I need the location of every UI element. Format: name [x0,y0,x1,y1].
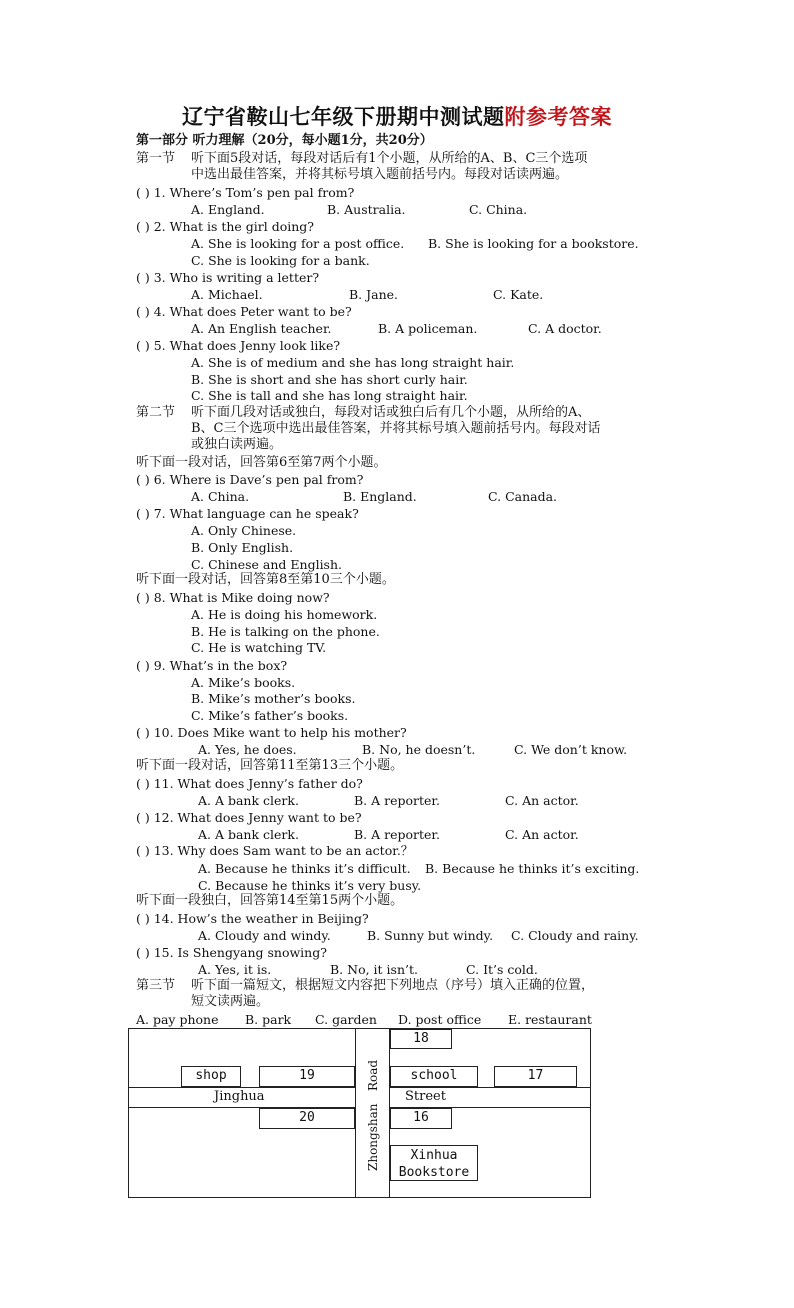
q5-option-c: C. She is tall and she has long straight hair. [191,388,468,403]
q8-option-b: B. He is talking on the phone. [191,624,380,639]
instruction-14-15: 听下面一段独白，回答第14至第15两个小题。 [136,893,404,908]
q14-stem: ( ) 14. How’s the weather in Beijing? [136,911,369,926]
q5-stem: ( ) 5. What does Jenny look like? [136,338,341,353]
title-suffix: 附参考答案 [504,104,612,129]
q8-option-c: C. He is watching TV. [191,640,327,655]
sec3-line1: 听下面一篇短文，根据短文内容把下列地点（序号）填入正确的位置， [191,978,595,993]
street-label-jinghua: Jinghua [214,1089,265,1104]
q11-option-b: B. A reporter. [354,793,441,808]
q7-option-a: A. Only Chinese. [191,523,297,538]
q12-option-b: B. A reporter. [354,827,441,842]
q9-option-b: B. Mike’s mother’s books. [191,691,356,706]
q11-stem: ( ) 11. What does Jenny’s father do? [136,776,363,791]
q2-option-b: B. She is looking for a bookstore. [428,236,639,251]
q3-stem: ( ) 3. Who is writing a letter? [136,270,320,285]
place-option-c: C. garden [315,1012,377,1027]
sec1-label: 第一节 [136,151,176,166]
xinhua-label: Xinhua [410,1148,458,1163]
title-main: 辽宁省鞍山七年级下册期中测试题 [182,104,505,129]
map-blank-19: 19 [259,1066,355,1087]
street-label-street: Street [405,1089,446,1104]
q4-option-a: A. An English teacher. [191,321,332,336]
q2-option-a: A. She is looking for a post office. [191,236,405,251]
q11-option-c: C. An actor. [505,793,579,808]
q6-stem: ( ) 6. Where is Dave’s pen pal from? [136,472,364,487]
q14-option-b: B. Sunny but windy. [367,928,494,943]
sec3-line2: 短文读两遍。 [191,994,270,1009]
page-title [0,101,794,131]
place-option-b: B. park [245,1012,292,1027]
q1-option-b: B. Australia. [327,202,406,217]
q12-stem: ( ) 12. What does Jenny want to be? [136,810,362,825]
q1-stem: ( ) 1. Where’s Tom’s pen pal from? [136,185,355,200]
q7-stem: ( ) 7. What language can he speak? [136,506,359,521]
q6-option-c: C. Canada. [488,489,558,504]
q9-option-a: A. Mike’s books. [191,675,296,690]
q9-option-c: C. Mike’s father’s books. [191,708,349,723]
q3-option-a: A. Michael. [191,287,263,302]
part1-heading: 第一部分 听力理解（20分，每小题1分，共20分） [136,133,433,148]
q3-option-c: C. Kate. [493,287,544,302]
q15-option-c: C. It’s cold. [466,962,538,977]
q1-option-c: C. China. [469,202,528,217]
road-label-road: Road [366,1059,380,1091]
q15-option-a: A. Yes, it is. [198,962,272,977]
sec2-line1: 听下面几段对话或独白，每段对话或独白后有几个小题，从所给的A、 [191,405,591,420]
q15-option-b: B. No, it isn’t. [330,962,418,977]
q1-option-a: A. England. [191,202,265,217]
q4-option-c: C. A doctor. [528,321,602,336]
q13-option-a: A. Because he thinks it’s difficult. [198,861,411,876]
sec2-line2: B、C三个选项中选出最佳答案，并将其标号填入题前括号内。每段对话 [191,421,601,436]
q2-option-c: C. She is looking for a bank. [191,253,370,268]
bookstore-label: Bookstore [398,1165,470,1180]
q6-option-a: A. China. [191,489,250,504]
q5-option-b: B. She is short and she has short curly hair. [191,372,468,387]
map-blank-17: 17 [494,1066,577,1087]
q10-option-a: A. Yes, he does. [198,742,297,757]
sec2-line3: 或独白读两遍。 [191,437,283,452]
place-option-d: D. post office [398,1012,482,1027]
map-blank-20: 20 [259,1108,355,1129]
road-edge-left [355,1029,356,1197]
q12-option-a: A. A bank clerk. [198,827,299,842]
street-edge-top-right [389,1087,590,1088]
road-label-zhongshan: Zhongshan [366,1103,380,1171]
q8-option-a: A. He is doing his homework. [191,607,378,622]
sec2-label: 第二节 [136,405,176,420]
q7-option-c: C. Chinese and English. [191,557,343,572]
q6-option-b: B. England. [343,489,417,504]
q10-option-c: C. We don’t know. [514,742,628,757]
q4-stem: ( ) 4. What does Peter want to be? [136,304,352,319]
map-xinhua-bookstore [390,1145,478,1181]
map-blank-18: 18 [390,1029,452,1049]
place-option-a: A. pay phone [136,1012,219,1027]
q13-option-b: B. Because he thinks it’s exciting. [425,861,640,876]
q13-stem: ( ) 13. Why does Sam want to be an actor.？ [136,843,414,858]
q10-option-b: B. No, he doesn’t. [362,742,476,757]
sec3-label: 第三节 [136,978,176,993]
q14-option-c: C. Cloudy and rainy. [511,928,639,943]
q9-stem: ( ) 9. What’s in the box? [136,658,288,673]
street-edge-top-left [129,1087,355,1088]
q13-option-c: C. Because he thinks it’s very busy. [198,878,422,893]
q11-option-a: A. A bank clerk. [198,793,299,808]
q12-option-c: C. An actor. [505,827,579,842]
sec1-line1: 听下面5段对话，每段对话后有1个小题，从所给的A、B、C三个选项 [191,151,588,166]
street-map [128,1028,591,1198]
q3-option-b: B. Jane. [349,287,399,302]
instruction-6-7: 听下面一段对话，回答第6至第7两个小题。 [136,455,387,470]
q15-stem: ( ) 15. Is Shengyang snowing? [136,945,327,960]
q7-option-b: B. Only English. [191,540,294,555]
instruction-11-13: 听下面一段对话，回答第11至第13三个小题。 [136,758,404,773]
map-shop: shop [181,1066,241,1087]
q14-option-a: A. Cloudy and windy. [198,928,331,943]
sec1-line2: 中选出最佳答案，并将其标号填入题前括号内。每段对话读两遍。 [191,167,569,182]
q8-stem: ( ) 8. What is Mike doing now? [136,590,330,605]
instruction-8-10: 听下面一段对话，回答第8至第10三个小题。 [136,572,395,587]
place-option-e: E. restaurant [508,1012,592,1027]
q5-option-a: A. She is of medium and she has long straight hair. [191,355,515,370]
map-blank-16: 16 [390,1108,452,1129]
q10-stem: ( ) 10. Does Mike want to help his mother? [136,725,407,740]
q2-stem: ( ) 2. What is the girl doing? [136,219,315,234]
map-school: school [390,1066,478,1087]
q4-option-b: B. A policeman. [378,321,478,336]
